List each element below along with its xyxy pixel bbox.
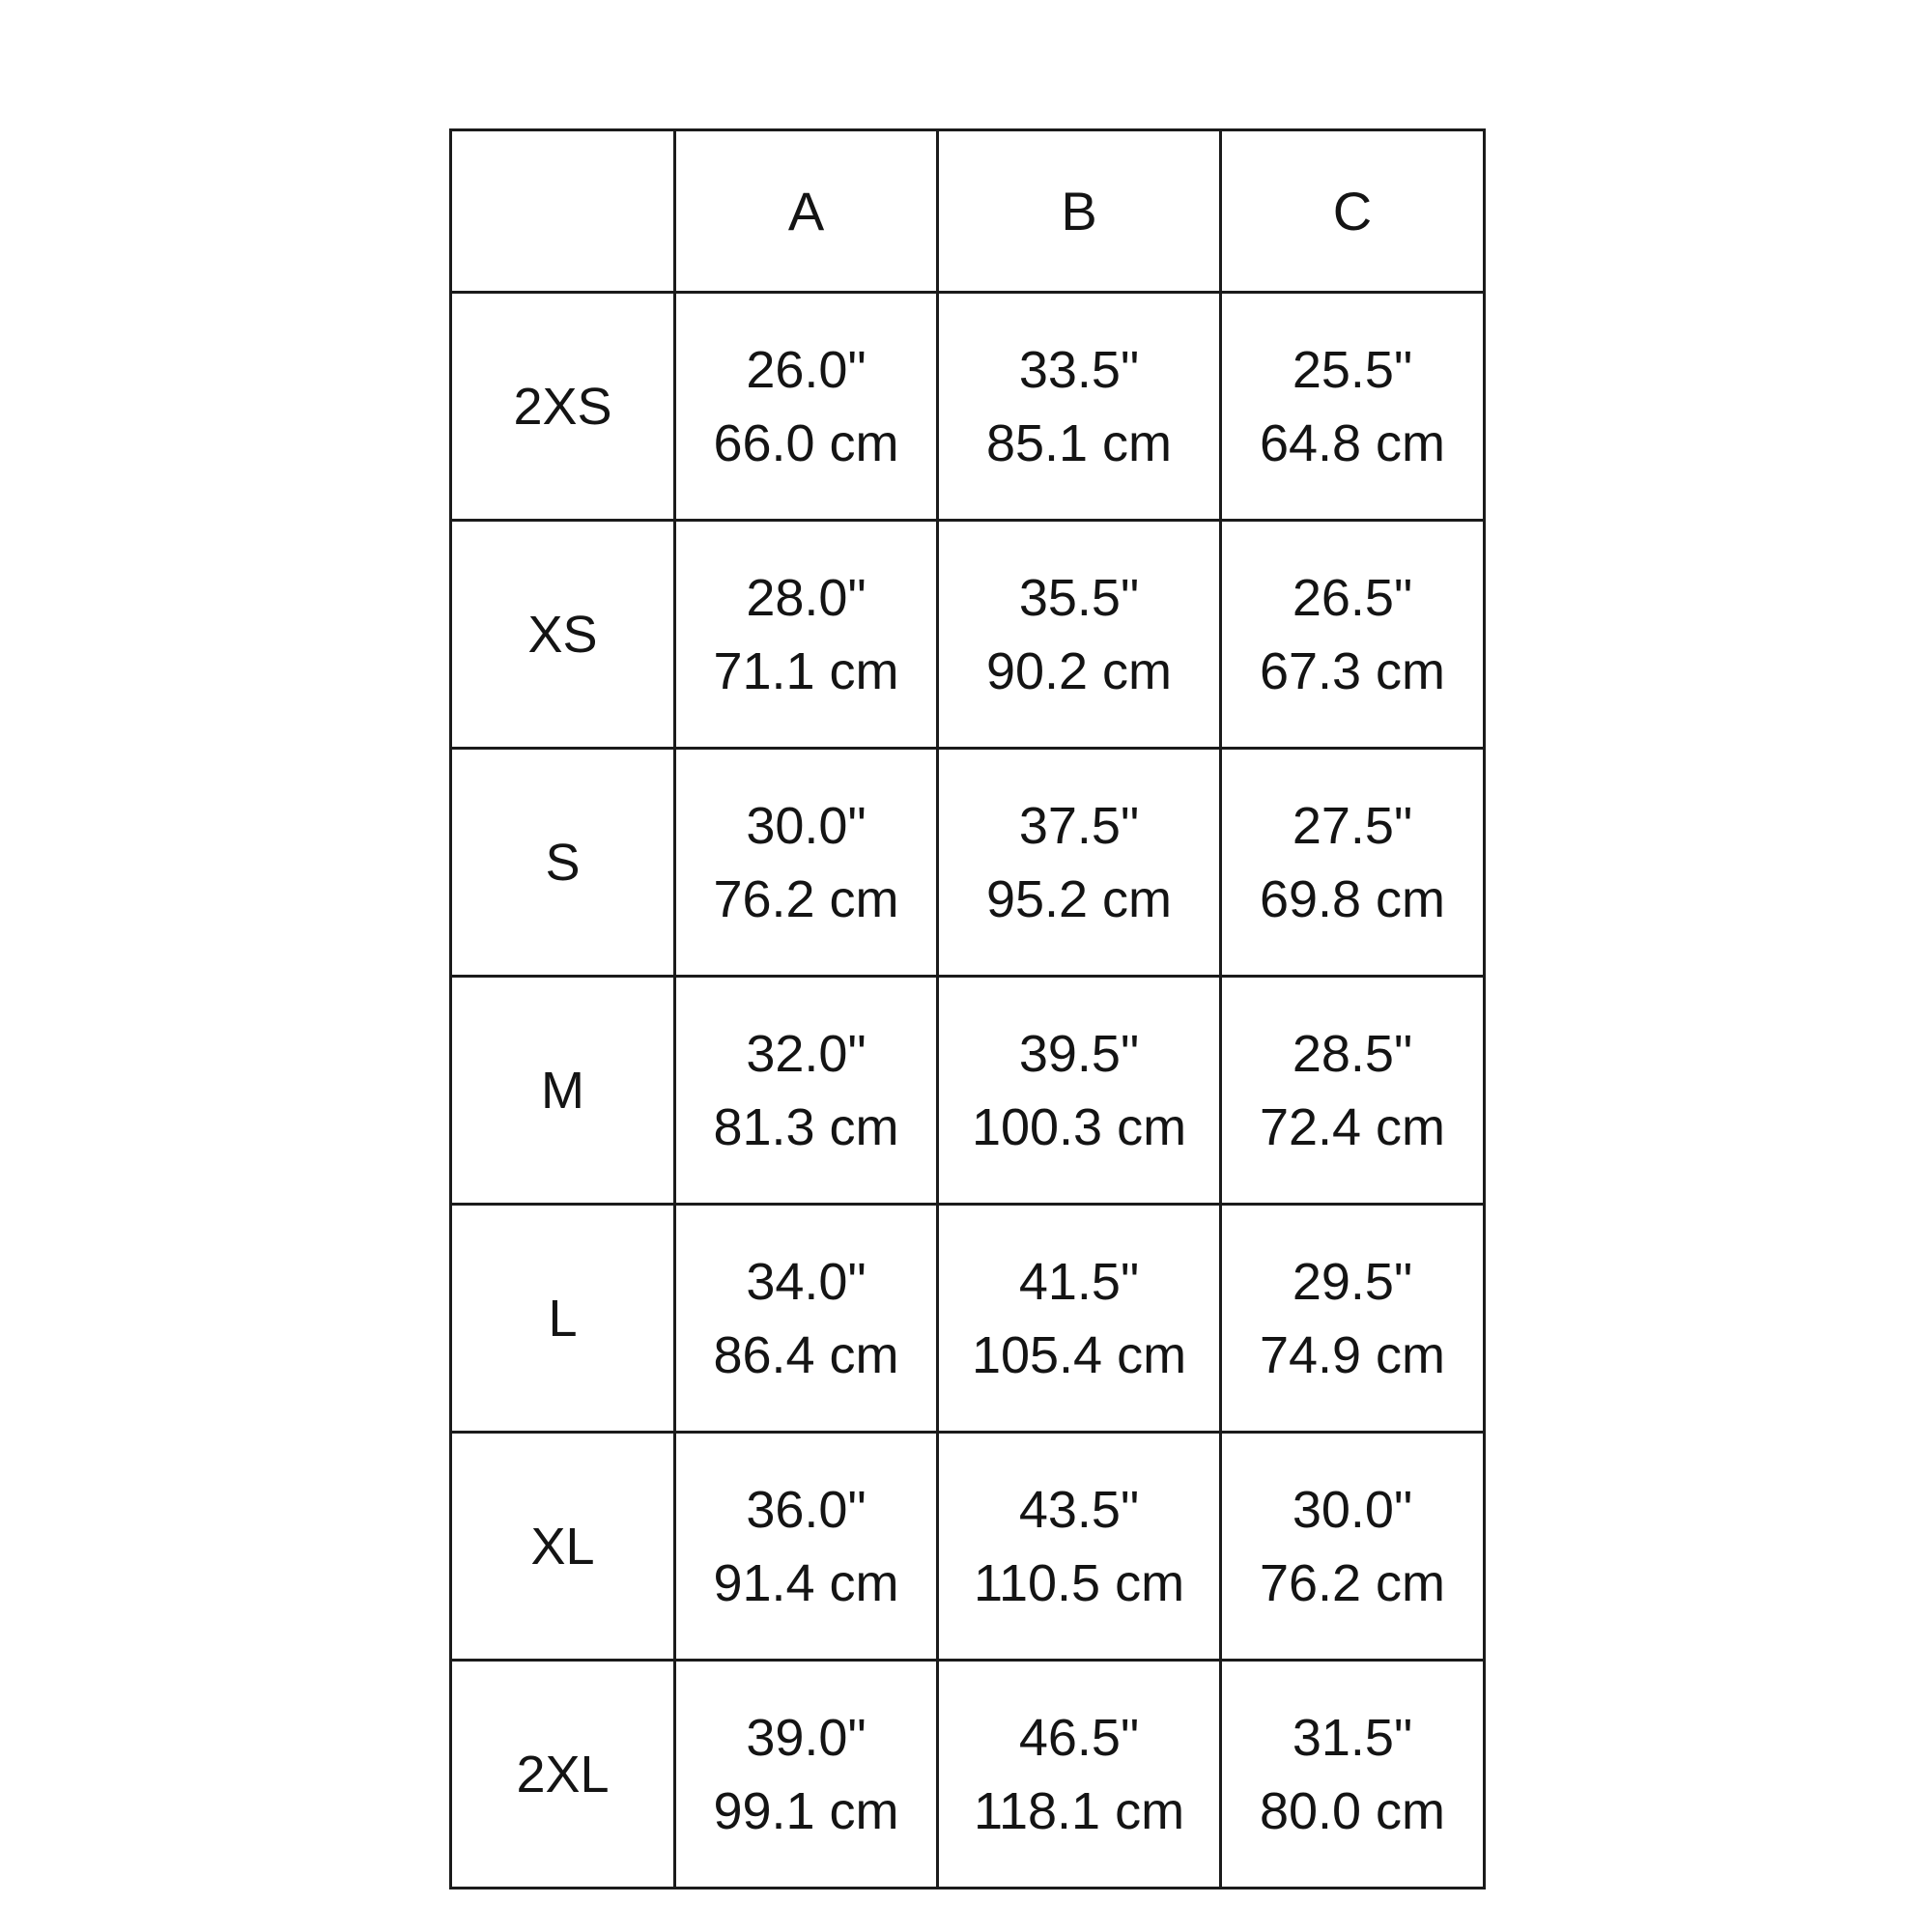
table-row-l: [451, 1205, 1485, 1433]
cm-value: 91.4 cm: [713, 1553, 899, 1612]
size-label: S: [451, 749, 675, 977]
measurement-cell: [938, 1433, 1221, 1661]
inches-value: 36.0": [746, 1480, 867, 1539]
size-label: XS: [451, 521, 675, 749]
table-row-xl: [451, 1433, 1485, 1661]
cm-value: 86.4 cm: [713, 1325, 899, 1384]
column-header-b: B: [938, 130, 1221, 293]
measurement-cell: [675, 1433, 938, 1661]
inches-value: 28.0": [746, 568, 867, 627]
size-label: XL: [451, 1433, 675, 1661]
measurement-cell: [1221, 1433, 1485, 1661]
measurement-cell: [938, 749, 1221, 977]
cm-value: 100.3 cm: [971, 1097, 1187, 1156]
cm-value: 118.1 cm: [973, 1781, 1185, 1840]
inches-value: 37.5": [1018, 796, 1140, 855]
table-row-xs: [451, 521, 1485, 749]
cm-value: 80.0 cm: [1259, 1781, 1446, 1840]
measurement-cell: [938, 293, 1221, 521]
cm-value: 99.1 cm: [713, 1781, 899, 1840]
measurement-cell: [675, 521, 938, 749]
inches-value: 34.0": [746, 1252, 867, 1311]
inches-value: 39.5": [1018, 1024, 1140, 1083]
inches-value: 31.5": [1292, 1708, 1413, 1767]
table-row-2xl: [451, 1661, 1485, 1889]
table-row-m: [451, 977, 1485, 1205]
cm-value: 90.2 cm: [985, 641, 1173, 700]
measurement-cell: [1221, 977, 1485, 1205]
inches-value: 26.5": [1292, 568, 1413, 627]
size-label: 2XS: [451, 293, 675, 521]
cm-value: 66.0 cm: [713, 413, 899, 472]
size-label: 2XL: [451, 1661, 675, 1889]
measurement-cell: [675, 749, 938, 977]
measurement-cell: [938, 521, 1221, 749]
cm-value: 69.8 cm: [1259, 869, 1446, 928]
cm-value: 71.1 cm: [713, 641, 899, 700]
cm-value: 81.3 cm: [713, 1097, 899, 1156]
cm-value: 72.4 cm: [1259, 1097, 1446, 1156]
inches-value: 43.5": [1018, 1480, 1140, 1539]
table-row-s: [451, 749, 1485, 977]
inches-value: 33.5": [1018, 340, 1140, 399]
cm-value: 95.2 cm: [985, 869, 1173, 928]
table-row-2xs: [451, 293, 1485, 521]
measurement-cell: [675, 293, 938, 521]
inches-value: 28.5": [1292, 1024, 1413, 1083]
cm-value: 64.8 cm: [1259, 413, 1446, 472]
measurement-cell: [1221, 749, 1485, 977]
cm-value: 105.4 cm: [971, 1325, 1187, 1384]
column-header-c: C: [1221, 130, 1485, 293]
size-chart-table: [449, 128, 1486, 1889]
inches-value: 46.5": [1018, 1708, 1140, 1767]
measurement-cell: [1221, 1205, 1485, 1433]
measurement-cell: [1221, 521, 1485, 749]
inches-value: 29.5": [1292, 1252, 1413, 1311]
measurement-cell: [1221, 293, 1485, 521]
size-label: M: [451, 977, 675, 1205]
cm-value: 110.5 cm: [973, 1553, 1185, 1612]
inches-value: 25.5": [1292, 340, 1413, 399]
inches-value: 41.5": [1018, 1252, 1140, 1311]
inches-value: 26.0": [746, 340, 867, 399]
column-header-a: A: [675, 130, 938, 293]
cm-value: 74.9 cm: [1259, 1325, 1446, 1384]
measurement-cell: [938, 1205, 1221, 1433]
measurement-cell: [938, 1661, 1221, 1889]
measurement-cell: [675, 1661, 938, 1889]
cm-value: 67.3 cm: [1259, 641, 1446, 700]
cm-value: 76.2 cm: [713, 869, 899, 928]
inches-value: 30.0": [746, 796, 867, 855]
inches-value: 35.5": [1018, 568, 1140, 627]
cm-value: 85.1 cm: [985, 413, 1173, 472]
inches-value: 27.5": [1292, 796, 1413, 855]
size-label: L: [451, 1205, 675, 1433]
measurement-cell: [675, 1205, 938, 1433]
inches-value: 30.0": [1292, 1480, 1413, 1539]
measurement-cell: [675, 977, 938, 1205]
cm-value: 76.2 cm: [1259, 1553, 1446, 1612]
inches-value: 32.0": [746, 1024, 867, 1083]
header-row: [451, 130, 1485, 293]
measurement-cell: [938, 977, 1221, 1205]
measurement-cell: [1221, 1661, 1485, 1889]
inches-value: 39.0": [746, 1708, 867, 1767]
corner-cell: [451, 130, 675, 293]
